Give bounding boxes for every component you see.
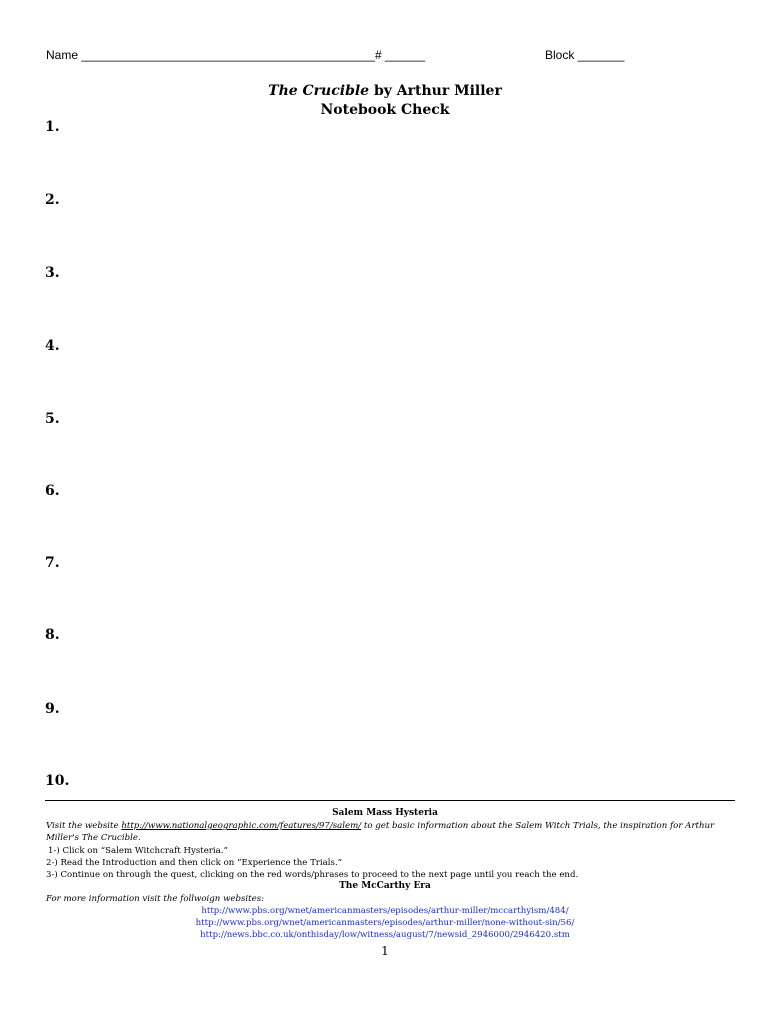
question-number: 4.: [45, 338, 60, 354]
question-number: 5.: [45, 411, 60, 427]
bbc-witness-link[interactable]: http://news.bbc.co.uk/onthisday/low/witness/august/7/newsid_2946000/2946420.stm: [200, 930, 570, 940]
mccarthy-heading: The McCarthy Era: [339, 881, 431, 891]
name-number-line: Name ____________________________________________# ______: [46, 48, 426, 62]
pbs-mccarthyism-link[interactable]: http://www.pbs.org/wnet/americanmasters/episodes/arthur-miller/mccarthyism/484/: [201, 906, 569, 916]
question-number: 2.: [45, 192, 60, 208]
question-number: 6.: [45, 483, 60, 499]
pbs-none-without-sin-link[interactable]: http://www.pbs.org/wnet/americanmasters/episodes/arthur-miller/none-without-sin/56/: [195, 918, 575, 928]
document-title: [0, 83, 770, 99]
question-number: 8.: [45, 627, 60, 643]
national-geographic-link[interactable]: http://www.nationalgeographic.com/features/97/salem/: [121, 821, 362, 831]
salem-intro-line2: Miller's The Crucible.: [46, 833, 141, 843]
salem-intro: [46, 821, 714, 831]
salem-step-1: 1-) Click on “Salem Witchcraft Hysteria.”: [48, 846, 228, 856]
document-subtitle: Notebook Check: [320, 102, 450, 118]
question-number: 1.: [45, 119, 60, 135]
salem-intro-suffix: to get basic information about the Salem Witch Trials, the inspiration for Arthur: [361, 821, 715, 831]
question-number: 10.: [45, 773, 70, 789]
title-book-name: The Crucible: [268, 83, 370, 99]
title-author: by Arthur Miller: [369, 83, 502, 99]
question-number: 9.: [45, 701, 60, 717]
salem-heading: Salem Mass Hysteria: [332, 808, 438, 818]
question-number: 7.: [45, 555, 60, 571]
salem-intro-prefix: Visit the website: [46, 821, 122, 831]
salem-step-3: 3-) Continue on through the quest, clicking on the red words/phrases to proceed to the next page until you reach the end.: [46, 870, 579, 880]
block-line: Block _______: [545, 48, 625, 62]
section-divider: [45, 800, 735, 801]
mccarthy-intro: For more information visit the follwoign websites:: [46, 894, 265, 904]
question-number: 3.: [45, 265, 60, 281]
salem-step-2: 2-) Read the Introduction and then click on “Experience the Trials.”: [46, 858, 343, 868]
page-number: 1: [381, 944, 389, 958]
